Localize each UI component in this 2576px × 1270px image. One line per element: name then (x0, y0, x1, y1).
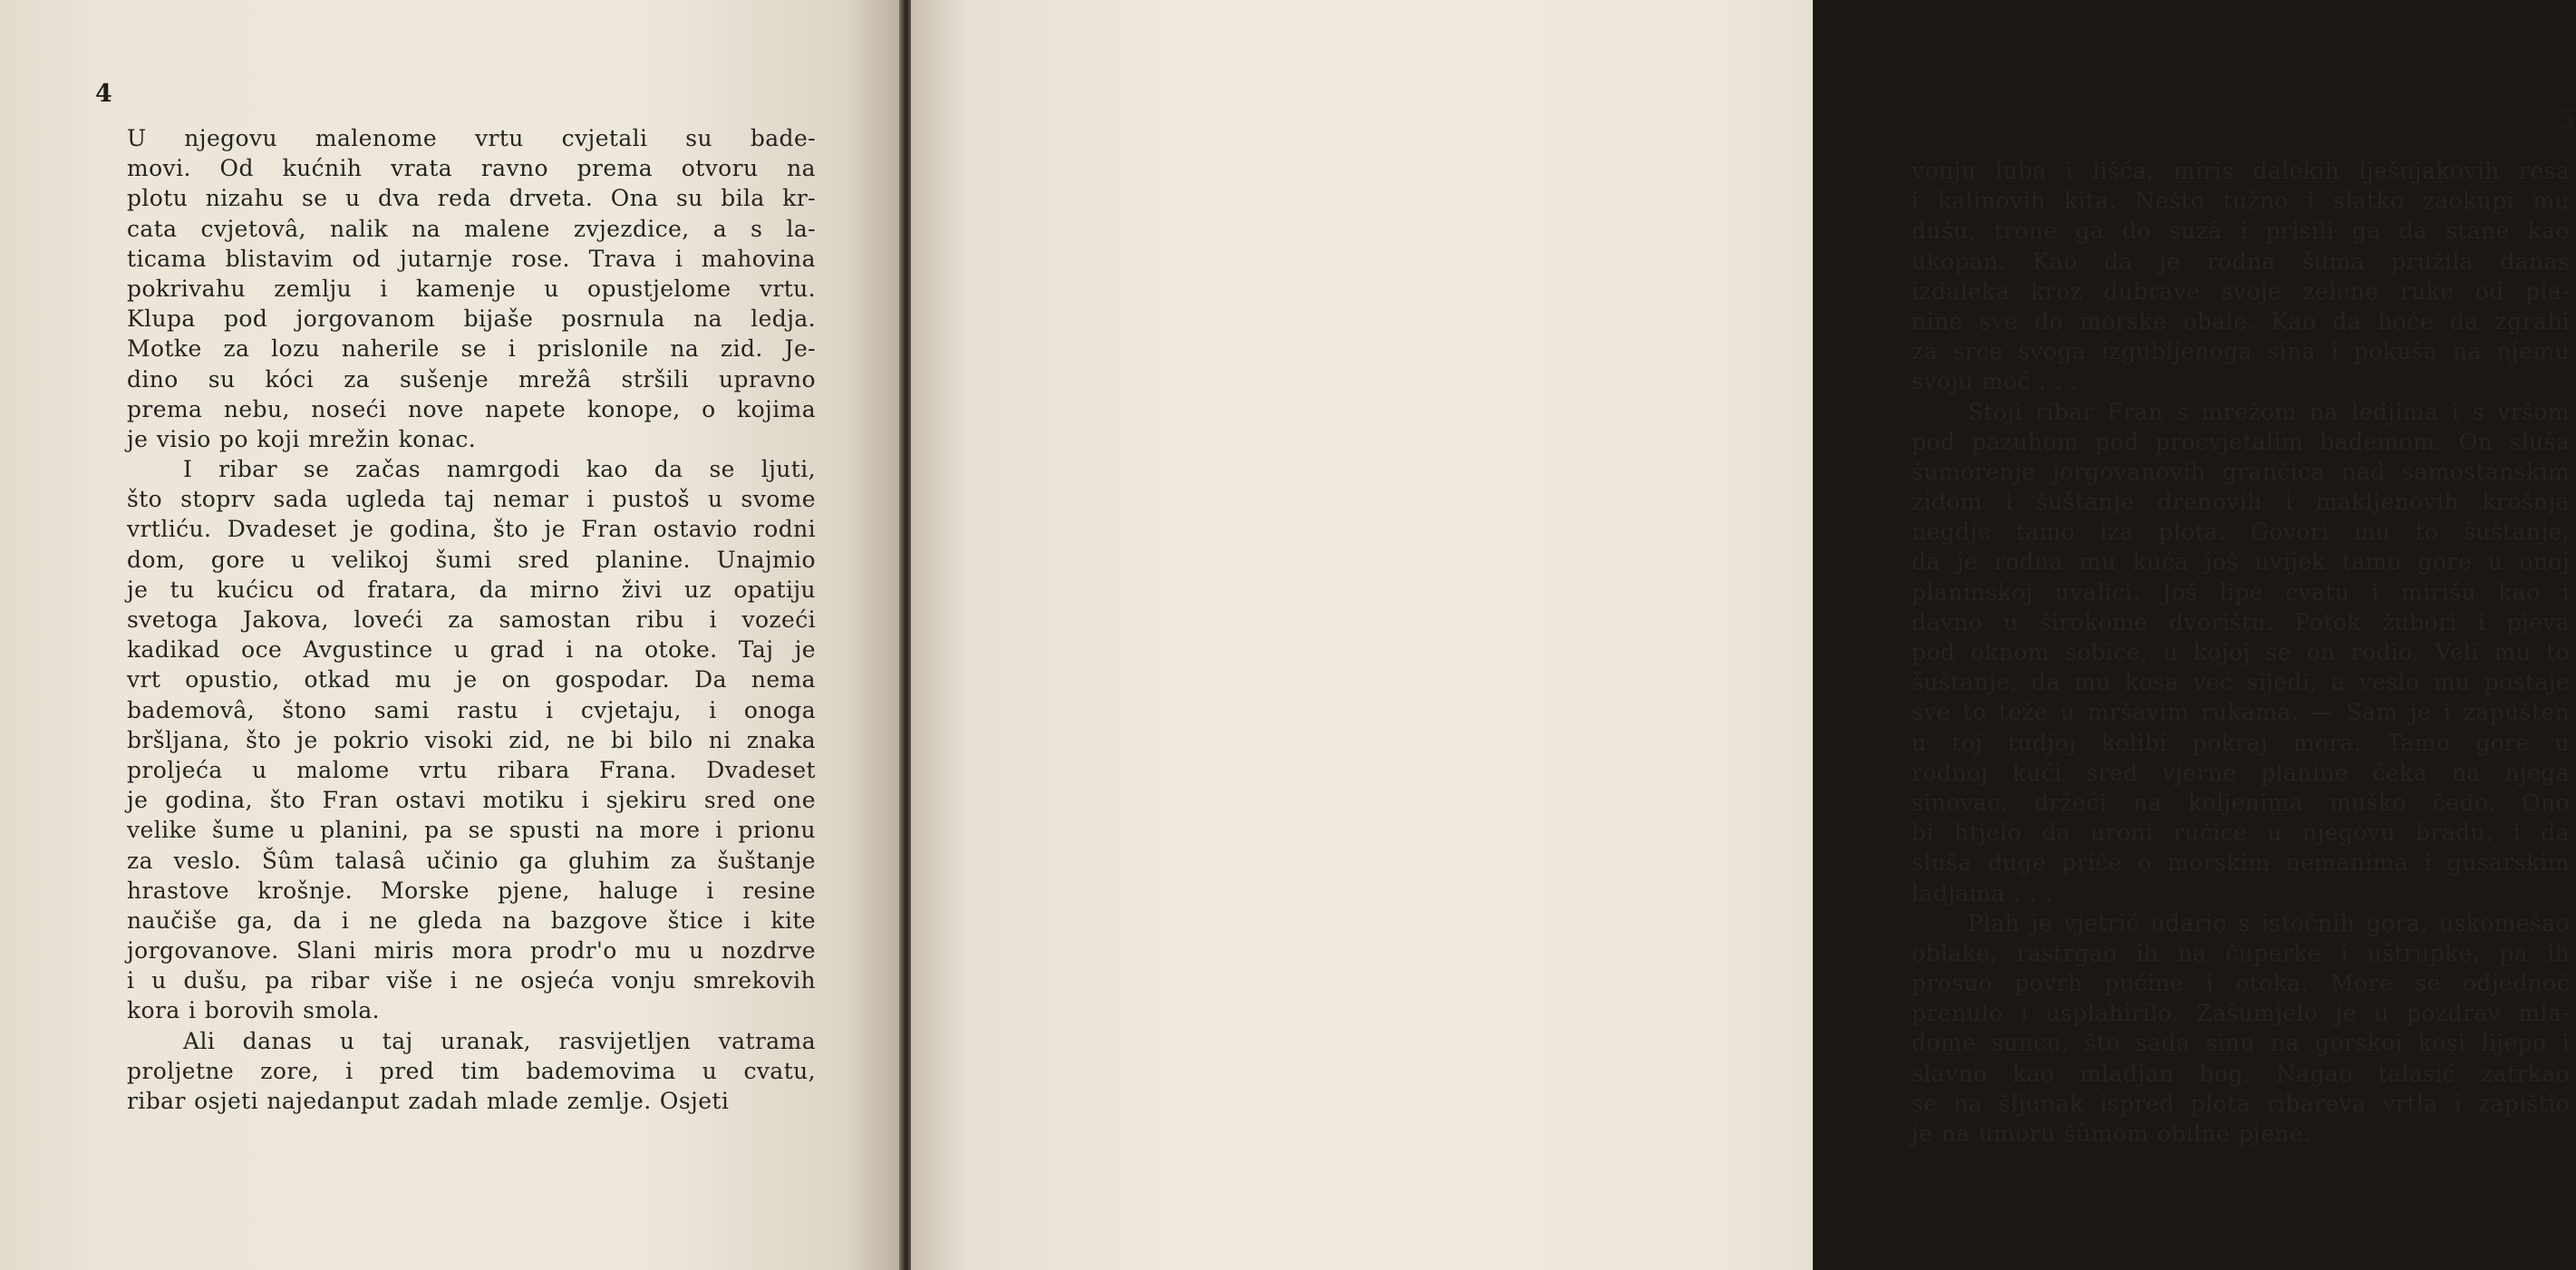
left-page (0, 0, 902, 1270)
text-line: proljeća u malome vrtu ribara Frana. Dvadeset (127, 756, 816, 783)
text-line: nine sve do morske obale. Kao da hoće da zgrabi (1912, 307, 2570, 334)
text-line: ukopan. Kao da je rodna šuma pružila danas (1912, 247, 2570, 275)
text-line: ladjama . . . (1912, 879, 2054, 906)
text-line: i u dušu, pa ribar više i ne osjeća vonju smrekovih (127, 967, 816, 994)
text-line: šuštanje, da mu kosa već sijedi, a veslo mu postaje (1912, 669, 2570, 696)
text-line: bi htjelo da uroni ručice u njegovu bradu, i da (1912, 819, 2570, 847)
text-line: sluša duge priče o morskim nemanima i gusarskim (1912, 849, 2570, 877)
text-line: negdje tamo iza plota. Govori mu to šuštanje, (1912, 519, 2570, 546)
text-line: u toj tudjoj kolibi pokraj mora. Tamo gore u (1912, 729, 2570, 756)
text-line: dino su kóci za sušenje mrežâ stršili upravno (127, 365, 816, 393)
text-line: izdaleka kroz dubrave svoje zelene ruke od pla- (1912, 277, 2570, 305)
text-line: Klupa pod jorgovanom bijaše posrnula na ledja. (127, 305, 816, 333)
text-line: za veslo. Šûm talasâ učinio ga gluhim za šuštanje (127, 847, 816, 874)
text-line: bršljana, što je pokrio visoki zid, ne bi bilo ni znaka (127, 726, 816, 753)
text-line: da je rodna mu kuća još uvijek tamo gore u onoj (1912, 548, 2570, 576)
left-page-text (127, 123, 816, 1116)
text-line: kadikad oce Avgustince u grad i na otoke. Taj je (127, 636, 816, 664)
text-line: šumorenje jorgovanovih grančica nad samostanskim (1912, 458, 2570, 485)
text-line: ribar osjeti najedanput zadah mlade zemlje. Osjeti (127, 1088, 730, 1114)
text-line: ticama blistavim od jutarnje rose. Trava i mahovina (127, 245, 816, 272)
text-line: rodnoj kući sred vjerne planine čeka na njega (1912, 759, 2570, 786)
text-line: dušu, trone ga do suzâ i prisili ga da stane kao (1912, 218, 2570, 245)
text-line: davno u širokome dvorištu. Potok žubori i pjeva (1912, 608, 2570, 635)
text-line: za srce svoga izgubljenoga sina i pokuša na njemu (1912, 338, 2570, 365)
text-line: što stoprv sada ugleda taj nemar i pustoš u svome (127, 486, 816, 513)
text-line: plotu nizahu se u dva reda drveta. Ona su bila kr- (127, 185, 816, 212)
page-number-left: 4 (95, 80, 112, 108)
text-line: U njegovu malenome vrtu cvjetali su bade- (127, 125, 816, 151)
text-line: Plah je vjetrić udario s istočnih gora, uskomešao (1968, 909, 2570, 936)
text-line: se na šljunak ispred plota ribareva vrtla i zapištio (1912, 1090, 2570, 1117)
text-line: jorgovanove. Slani miris mora prodr'o mu u nozdrve (127, 937, 816, 965)
text-line: kora i borovih smola. (127, 997, 381, 1024)
text-line: dome suncu, što sada sinu na gorskoj kosi lijepo i (1912, 1030, 2570, 1057)
text-line: Ali danas u taj uranak, rasvijetljen vatrama (183, 1027, 816, 1054)
text-line: sve to teže u mršavim rukama. — Sam je i zapušten (1912, 699, 2570, 726)
page-number-right: 5 (2559, 106, 2576, 134)
text-line: velike šume u planini, pa se spusti na more i prionu (127, 817, 816, 844)
text-line: pod oknom sobice, u kojoj se on rodio. Veli mu to (1912, 639, 2570, 665)
text-line: naučiše ga, da i ne gleda na bazgove štice i kite (127, 906, 816, 934)
right-page (911, 0, 2576, 1270)
text-line: sinovac, držeći na koljenima muško čedo. Ono (1912, 789, 2570, 816)
text-line: svetoga Jakova, loveći za samostan ribu i vozeći (127, 606, 816, 633)
text-line: vrt opustio, otkad mu je on gospodar. Da nema (127, 666, 816, 693)
text-line: oblake, rastrgao ih na čuperke i uštrupke, pa ih (1912, 939, 2570, 966)
text-line: vrtliću. Dvadeset je godina, što je Fran ostavio rodni (127, 516, 816, 543)
text-line: bademovâ, štono sami rastu i cvjetaju, i onoga (127, 696, 816, 723)
text-line: prema nebu, noseći nove napete konope, o kojima (127, 395, 816, 422)
text-line: je visio po koji mrežin konac. (127, 425, 477, 452)
text-line: vonju luba i lišća, miris dalekih lješnjakovih resa (1912, 158, 2570, 184)
text-line: pod pazuhom pod procvjetalim bademom. On sluša (1912, 428, 2570, 455)
text-line: proljetne zore, i pred tim bademovima u cvatu, (127, 1057, 816, 1084)
text-line: zidom i šuštanje drenovih i makljenovih krošnja (1912, 489, 2570, 516)
text-line: i kalinovih kita. Nešto tužno i slatko zaokupi mu (1912, 188, 2570, 215)
text-line: slavno kao mladjan bog. Nagao talasić zatrkao (1912, 1060, 2570, 1087)
text-line: Stoji ribar Fran s mrežom na ledjima i s vršom (1968, 398, 2570, 425)
text-line: je godina, što Fran ostavi motiku i sjekiru sred one (127, 787, 816, 814)
text-line: prenulo i usplahirilo. Zašumjelo je u pozdrav mla- (1912, 1000, 2570, 1027)
text-line: planinskoj uvalici. Još lipe cvatu i mirišu kao i (1912, 578, 2570, 606)
text-line: movi. Od kućnih vrata ravno prema otvoru na (127, 155, 816, 182)
text-line: Motke za lozu naherile se i prislonile na zid. Je- (127, 335, 816, 363)
text-line: svoju moć . . . (1912, 368, 2079, 395)
text-line: cata cvjetovâ, nalik na malene zvjezdice, a s la- (127, 215, 816, 242)
text-line: dom, gore u velikoj šumi sred planine. Unajmio (127, 546, 816, 573)
text-line: je na umoru šûmom obilne pjene. (1912, 1120, 2311, 1147)
text-line: I ribar se začas namrgodi kao da se ljuti, (183, 456, 816, 483)
right-page-text (1912, 156, 2570, 1149)
text-line: je tu kućicu od fratara, da mirno živi uz opatiju (127, 576, 816, 603)
text-line: hrastove krošnje. Morske pjene, haluge i resine (127, 877, 816, 904)
text-line: prosuo povrh pučine i otoka. More se odjednoč (1912, 970, 2570, 997)
text-line: pokrivahu zemlju i kamenje u opustjelome vrtu. (127, 275, 816, 302)
